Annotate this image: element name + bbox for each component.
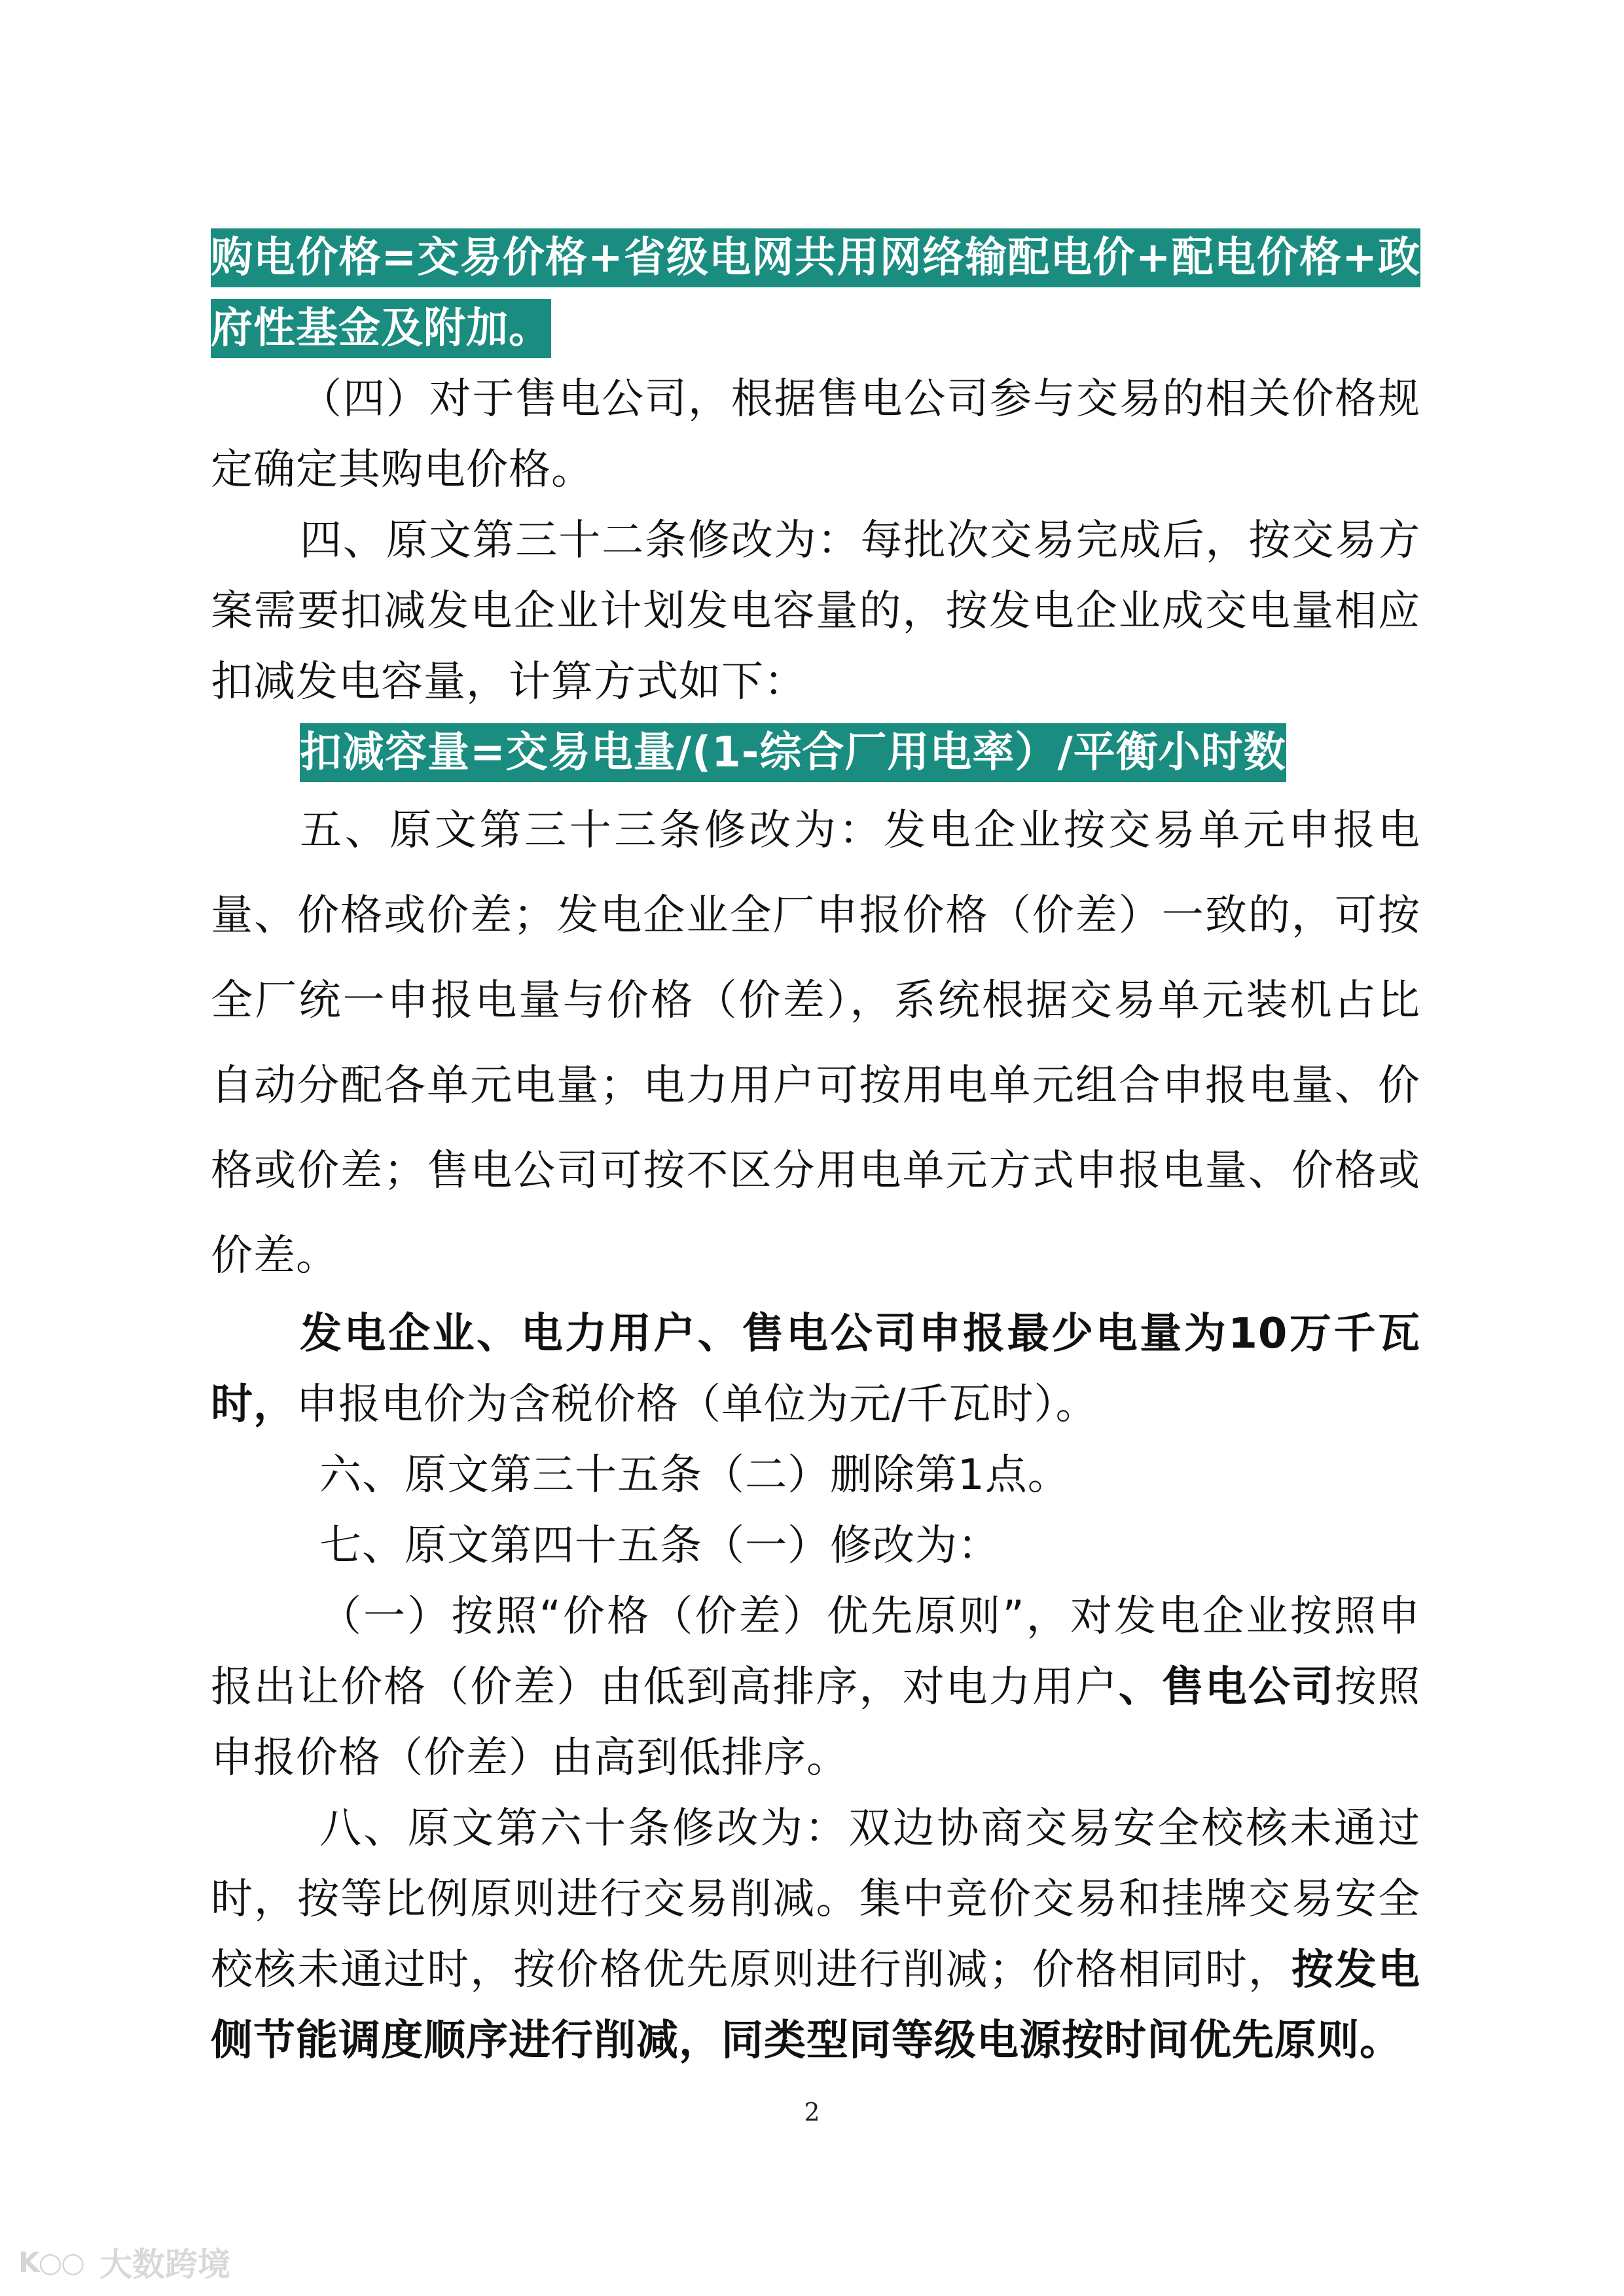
bold-minimum-quantity: 发电企业、电力用户、售电公司申报最少电量为10万千瓦时， (211, 1310, 1420, 1429)
watermark (12, 2238, 230, 2286)
paragraph-article-45: 七、原文第四十五条（一）修改为： (319, 1522, 1000, 1570)
price-priority-text-b: 按照申报价格（价差）由高到低排序。 (211, 1663, 1421, 1782)
document-body (211, 223, 1420, 2076)
price-priority-text-a: （一）按照“价格（价差）优先原则”，对发电企业按照申报出让价格（价差）由低到高排序，对电力用户 (211, 1592, 1420, 1712)
page-number: 2 (804, 2098, 820, 2126)
paragraph-retail-company: （四）对于售电公司，根据售电公司参与交易的相关价格规定确定其购电价格。 (211, 375, 1420, 494)
paragraph-purchase-price (211, 223, 1420, 364)
bold-energy-saving-dispatch: 按发电侧节能调度顺序进行削减，同类型同等级电源按时间优先原则。 (211, 1946, 1421, 2065)
watermark-logo-icon: K○○ (18, 2246, 84, 2278)
watermark-text: 大数跨境 (99, 2246, 230, 2284)
paragraph-price-priority (211, 1581, 1420, 1793)
paragraph-capacity-formula (211, 717, 1420, 788)
article-60-text: 八、原文第六十条修改为：双边协商交易安全校核未通过时，按等比例原则进行交易削减。集中竞价交易和挂牌交易安全校核未通过时，按价格优先原则进行削减；价格相同时， (211, 1804, 1420, 1994)
bold-retail-company: 、售电公司 (1118, 1663, 1335, 1712)
price-unit-text: 申报电价为含税价格（单位为元/千瓦时）。 (296, 1380, 1098, 1429)
paragraph-minimum-quantity (211, 1299, 1420, 1440)
highlight-capacity-formula: 扣减容量=交易电量/(1-综合厂用电率）/平衡小时数 (300, 723, 1286, 782)
highlight-purchase-price-formula: 购电价格=交易价格+省级电网共用网络输配电价+配电价格+政府性基金及附加。 (211, 228, 1420, 358)
paragraph-article-60 (211, 1793, 1420, 2076)
paragraph-article-33: 五、原文第三十三条修改为：发电企业按交易单元申报电量、价格或价差；发电企业全厂申报价格（价差）一致的，可按全厂统一申报电量与价格（价差），系统根据交易单元装机占比自动分配各单元电量；电力用户可按用电单元组合申报电量、价格或价差；售电公司可按不区分用电单元方式申报电量、价格或价差。 (211, 806, 1420, 1280)
paragraph-article-35: 六、原文第三十五条（二）删除第1点。 (319, 1451, 1070, 1499)
paragraph-article-32: 四、原文第三十二条修改为：每批次交易完成后，按交易方案需要扣减发电企业计划发电容量的，按发电企业成交电量相应扣减发电容量，计算方式如下： (211, 516, 1420, 706)
